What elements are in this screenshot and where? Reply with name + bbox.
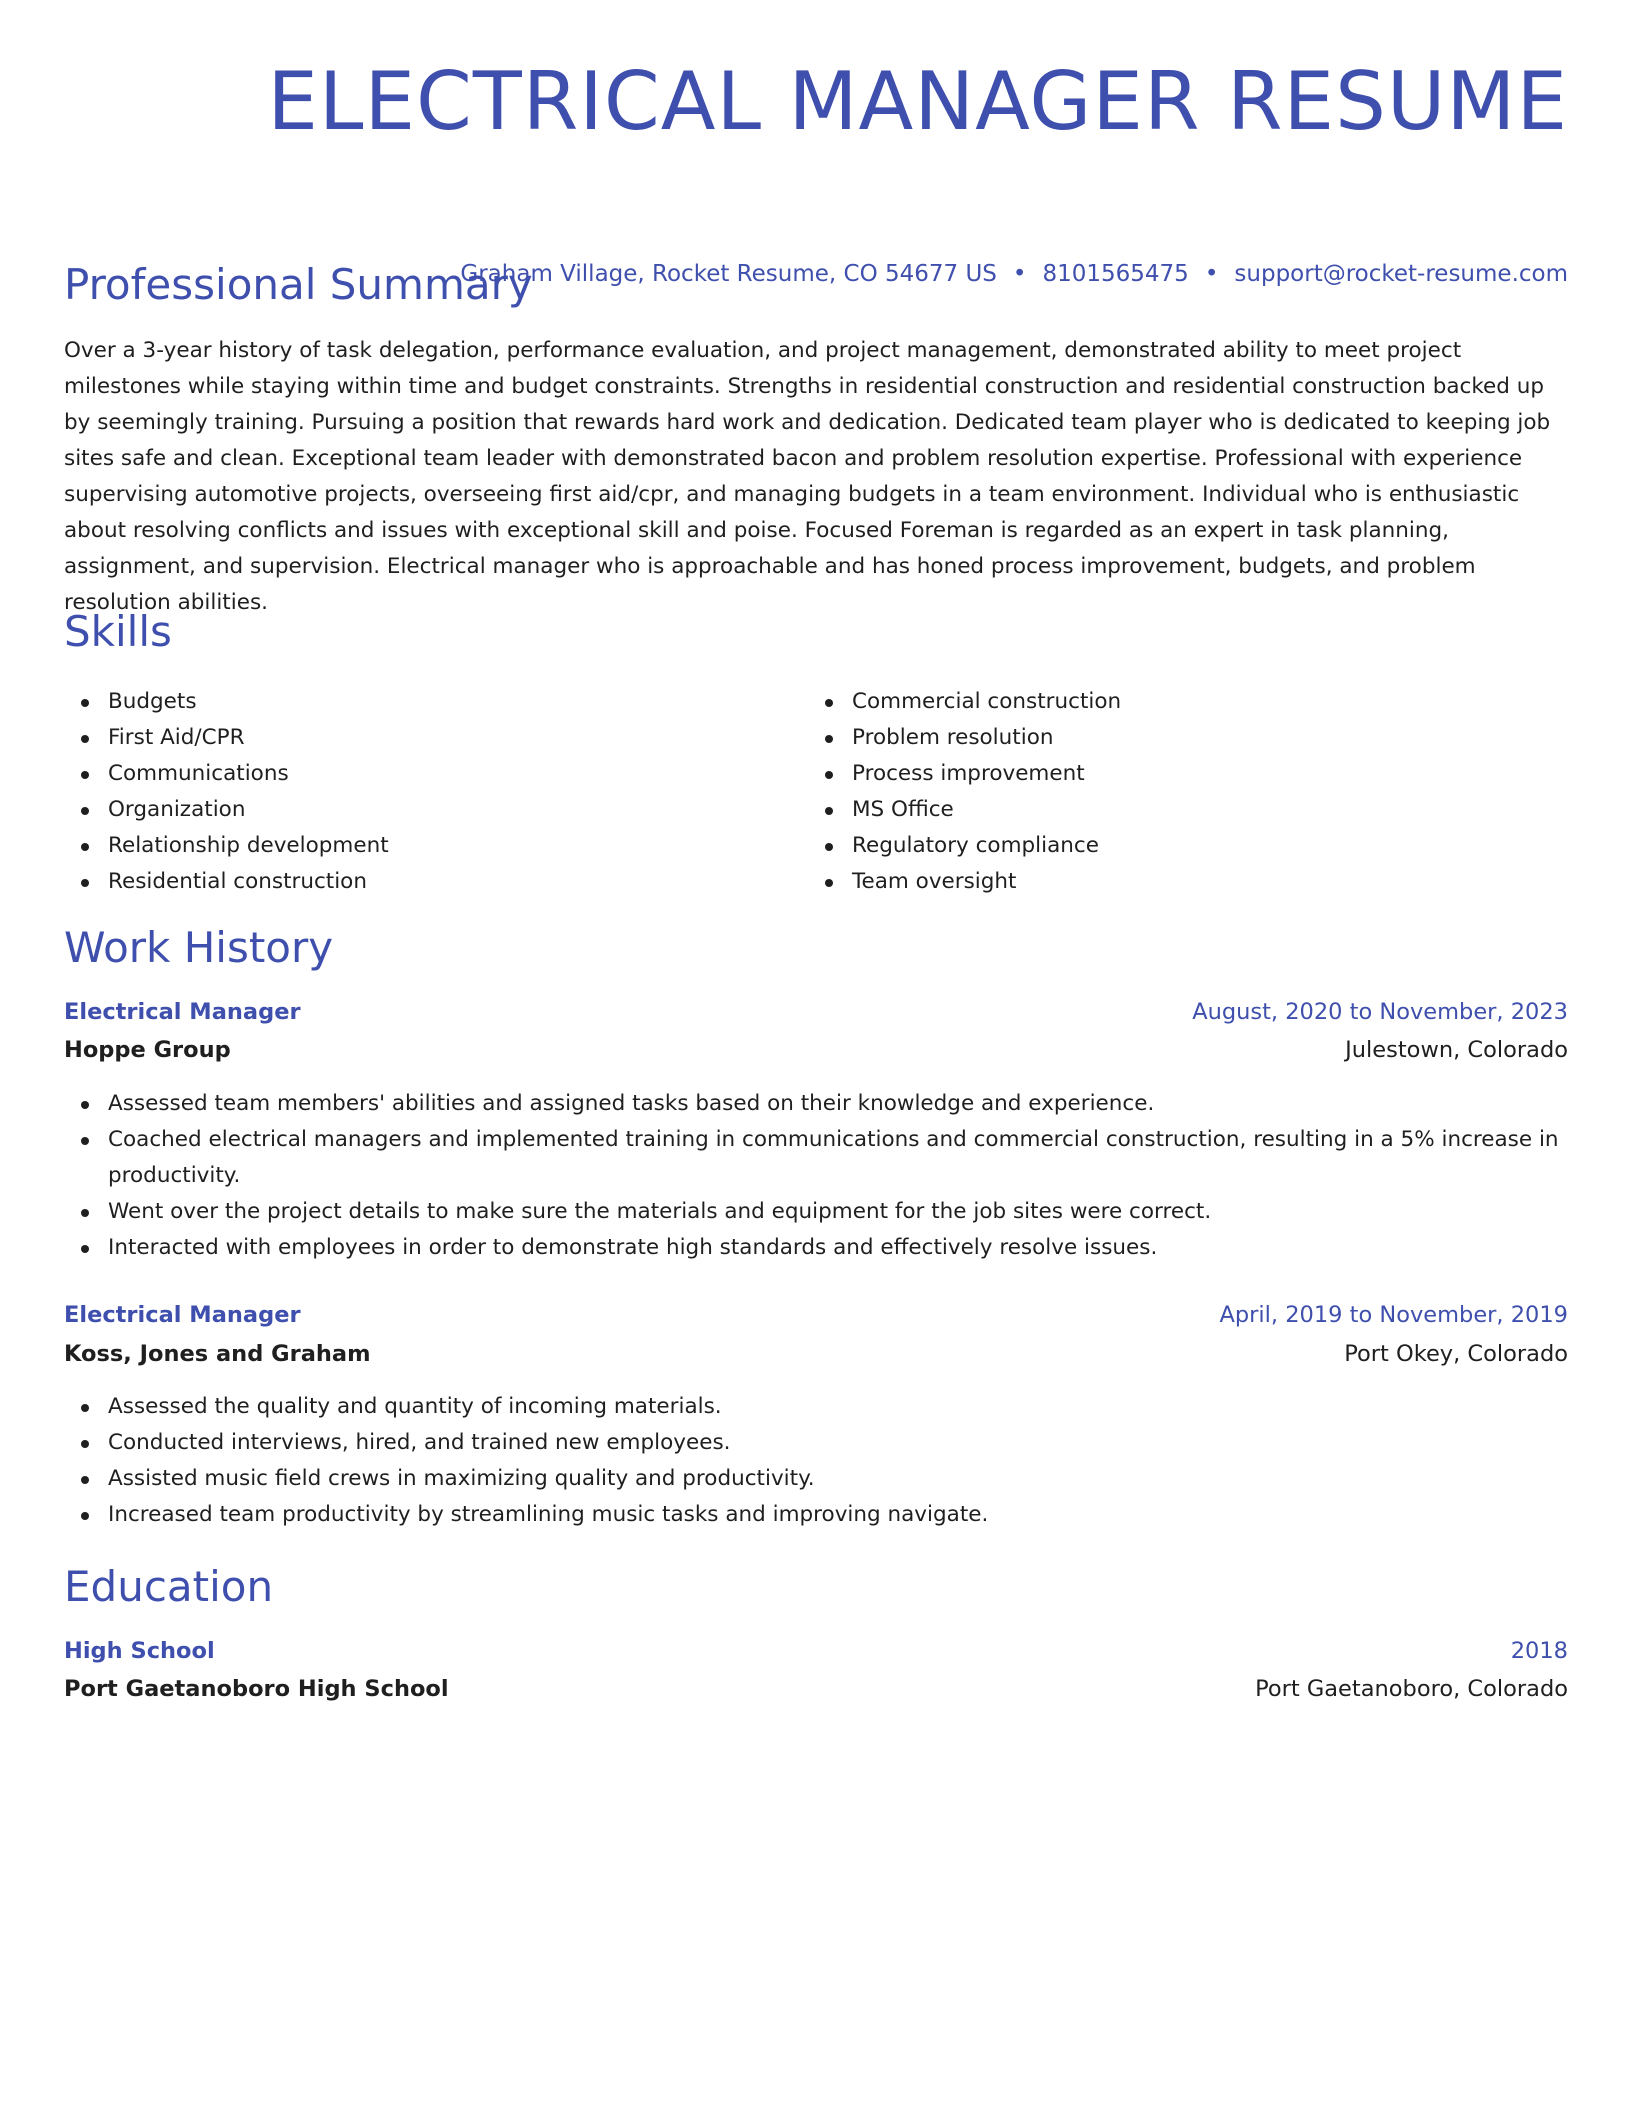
education-year: 2018 (1510, 1638, 1568, 1664)
job-bullet: Interacted with employees in order to demonstrate high standards and effectively resolve issues. (64, 1230, 1568, 1266)
job-dates: August, 2020 to November, 2023 (1192, 999, 1568, 1025)
contact-separator: • (1012, 261, 1027, 287)
job-bullet: Went over the project details to make sure the materials and equipment for the job sites were correct. (64, 1194, 1568, 1230)
skills-column-right (808, 684, 1552, 900)
education-school: Port Gaetanoboro High School (64, 1676, 449, 1702)
section-title-education: Education (64, 1562, 274, 1611)
job-bullet: Assisted music field crews in maximizing quality and productivity. (64, 1461, 1568, 1497)
skill-item: MS Office (808, 792, 1552, 828)
job-title: Electrical Manager (64, 1302, 301, 1328)
skill-item: Relationship development (64, 828, 808, 864)
job-bullets (64, 1389, 1568, 1533)
skill-item: Process improvement (808, 756, 1552, 792)
skill-item: Organization (64, 792, 808, 828)
job-company: Hoppe Group (64, 1037, 231, 1063)
skill-item: Problem resolution (808, 720, 1552, 756)
job-bullet: Increased team productivity by streamlining music tasks and improving navigate. (64, 1497, 1568, 1533)
section-title-work: Work History (64, 923, 334, 972)
job-bullet: Assessed team members' abilities and assigned tasks based on their knowledge and experience. (64, 1086, 1568, 1122)
skills-list (64, 684, 1568, 900)
education-degree: High School (64, 1638, 215, 1664)
skill-item: Communications (64, 756, 808, 792)
education-subheader (64, 1671, 1568, 1707)
job-header (64, 1297, 1568, 1333)
skill-item: Residential construction (64, 864, 808, 900)
resume-name: ELECTRICAL MANAGER RESUME (267, 55, 1568, 148)
education-location: Port Gaetanoboro, Colorado (1255, 1676, 1568, 1702)
job-bullets (64, 1086, 1568, 1266)
job-location: Port Okey, Colorado (1344, 1341, 1568, 1367)
job-bullet: Assessed the quality and quantity of incoming materials. (64, 1389, 1568, 1425)
job-location: Julestown, Colorado (1345, 1037, 1568, 1063)
section-title-skills: Skills (64, 607, 172, 656)
summary-text: Over a 3-year history of task delegation, performance evaluation, and project management, demonstrated ability to meet project milestones while staying within time and budget constraints. Strengths in residential construction and residential construction backed up by seemingly training. Pursuing a position that rewards hard work and dedication. Dedicated team player who is dedicated to keeping job sites safe and clean. Exceptional team leader with demonstrated bacon and problem resolution expertise. Professional with experience supervising automotive projects, overseeing first aid/cpr, and managing budgets in a team environment. Individual who is enthusiastic about resolving conflicts and issues with exceptional skill and poise. Focused Foreman is regarded as an expert in task planning, assignment, and supervision. Electrical manager who is approachable and has honed process improvement, budgets, and problem resolution abilities. (64, 338, 1551, 615)
job-company: Koss, Jones and Graham (64, 1341, 371, 1367)
job-bullet: Coached electrical managers and implemented training in communications and commercial construction, resulting in a 5% increase in productivity. (64, 1122, 1568, 1194)
job-subheader (64, 1336, 1568, 1372)
job-subheader (64, 1032, 1568, 1068)
job-bullet: Conducted interviews, hired, and trained new employees. (64, 1425, 1568, 1461)
skills-column-left (64, 684, 808, 900)
education-header (64, 1633, 1568, 1669)
contact-phone: 8101565475 (1042, 261, 1189, 287)
section-title-summary: Professional Summary (64, 260, 533, 309)
contact-line (460, 258, 1568, 290)
skill-item: Budgets (64, 684, 808, 720)
skill-item: Team oversight (808, 864, 1552, 900)
contact-email: support@rocket-resume.com (1234, 261, 1568, 287)
contact-separator: • (1204, 261, 1219, 287)
job-header (64, 994, 1568, 1030)
skill-item: Regulatory compliance (808, 828, 1552, 864)
job-dates: April, 2019 to November, 2019 (1219, 1302, 1568, 1328)
job-title: Electrical Manager (64, 999, 301, 1025)
contact-address: Graham Village, Rocket Resume, CO 54677 US (460, 261, 997, 287)
skill-item: First Aid/CPR (64, 720, 808, 756)
skill-item: Commercial construction (808, 684, 1552, 720)
